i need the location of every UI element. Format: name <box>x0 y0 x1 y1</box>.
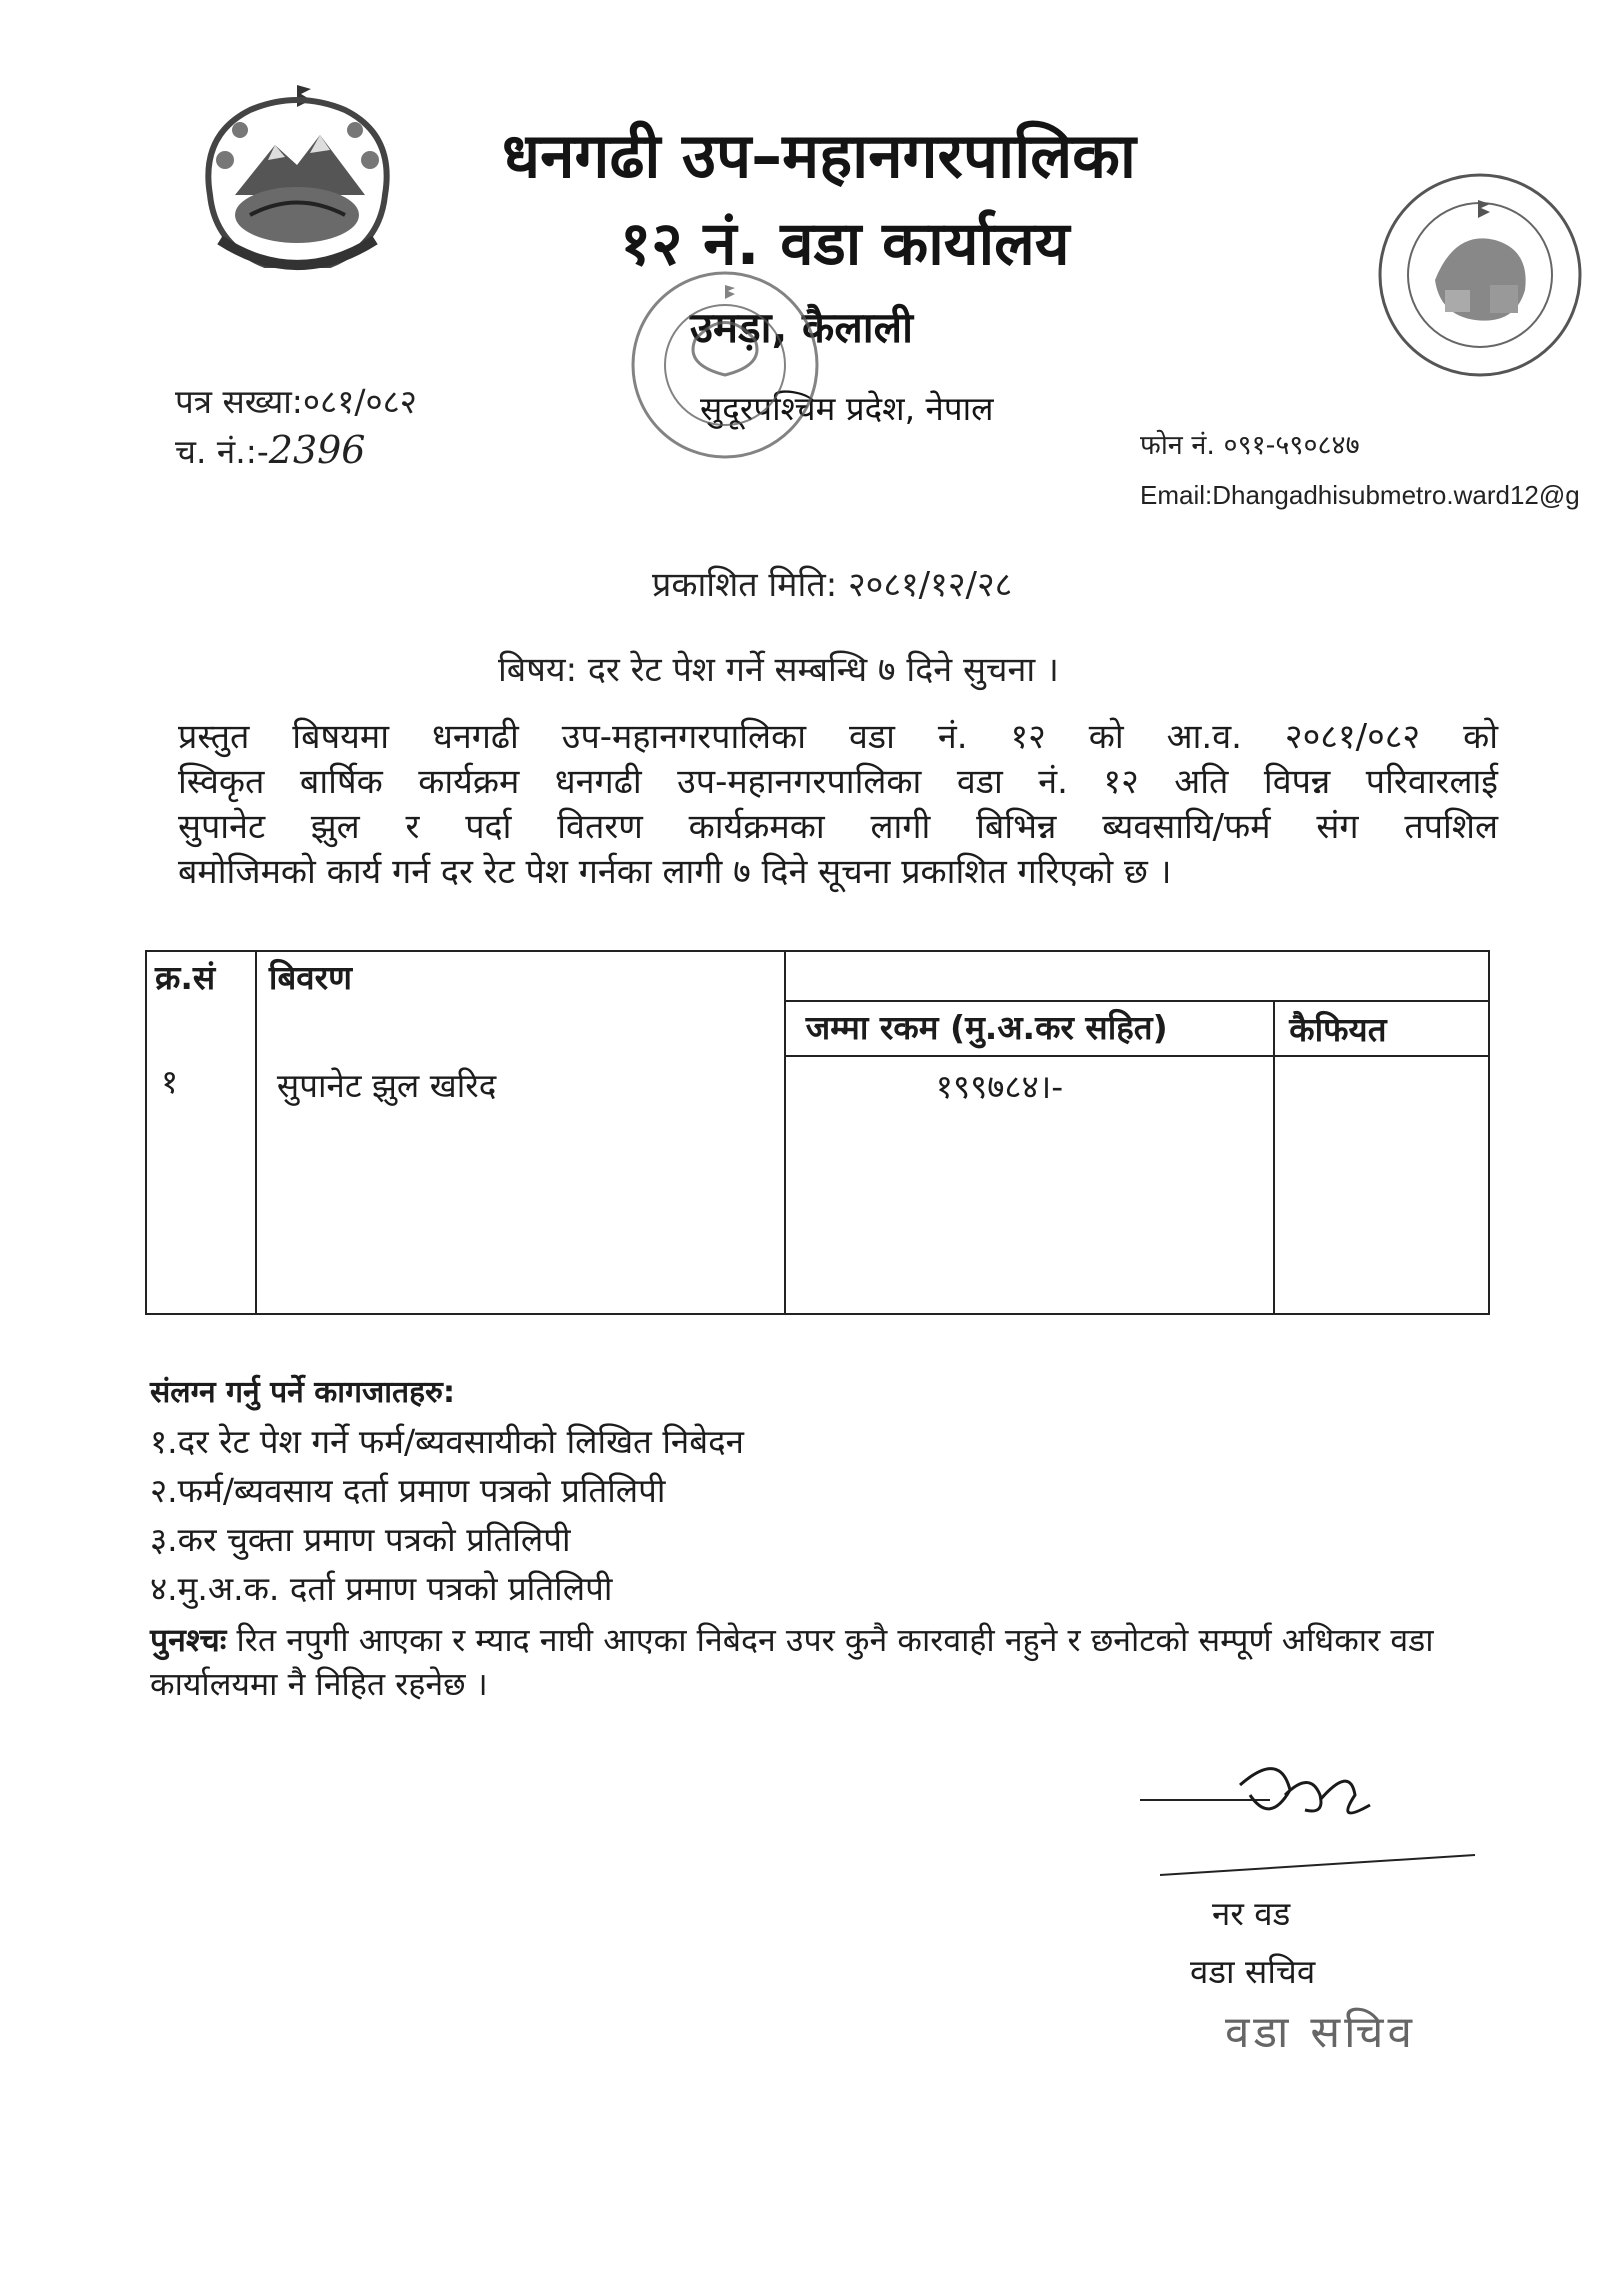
body-line: प्रस्तुत बिषयमा धनगढी उप-महानगरपालिका वडा नं. १२ को आ.व. २०८१/०८२ को <box>178 717 1498 757</box>
email-address: Email:Dhangadhisubmetro.ward12@g <box>1140 480 1580 510</box>
header-description: बिवरण <box>256 951 785 1001</box>
letter-number: पत्र सख्या:०८१/०८२ <box>175 382 417 421</box>
header-sn: क्र.सं <box>146 951 256 1001</box>
postscript-label: पुनश्चः <box>150 1621 227 1659</box>
table-row <box>146 1056 1489 1314</box>
notice-body <box>178 715 1498 895</box>
header-remarks: कैफियत <box>1274 1001 1489 1056</box>
body-line: सुपानेट झुल र पर्दा वितरण कार्यक्रमका लागी बिभिन्न ब्यवसायि/फर्म संग तपशिल <box>178 807 1498 847</box>
ward-office-stamp-icon <box>625 265 825 465</box>
list-item: १.दर रेट पेश गर्ने फर्म/ब्यवसायीको लिखित निबेदन <box>150 1422 744 1461</box>
body-line: स्विकृत बार्षिक कार्यक्रम धनगढी उप-महानगरपालिका वडा नं. १२ अति विपन्न परिवारलाई <box>178 762 1498 802</box>
designation-stamp: वडा सचिव <box>1225 2007 1416 2058</box>
row-amount: १९९७८४।- <box>785 1056 1274 1314</box>
body-line: बमोजिमको कार्य गर्न दर रेट पेश गर्नका लागी ७ दिने सूचना प्रकाशित गरिएको छ । <box>178 852 1172 892</box>
dispatch-number-row <box>175 428 365 473</box>
signatory-designation: वडा सचिव <box>1190 1952 1316 1991</box>
description-cell-top <box>256 1001 785 1056</box>
signatory-name: नर वड <box>1212 1894 1291 1933</box>
row-remarks <box>1274 1056 1489 1314</box>
amount-header-top <box>785 951 1274 1001</box>
province-name: सुदूरपश्चिम प्रदेश, नेपाल <box>700 389 994 428</box>
header-amount: जम्मा रकम (मु.अ.कर सहित) <box>785 1001 1274 1056</box>
details-table <box>145 950 1490 1315</box>
row-description: सुपानेट झुल खरिद <box>256 1056 785 1314</box>
list-item: २.फर्म/ब्यवसाय दर्ता प्रमाण पत्रको प्रतिलिपी <box>150 1471 666 1510</box>
signature-icon <box>1120 1755 1480 1895</box>
municipality-seal-icon <box>1375 170 1585 380</box>
list-item: ४.मु.अ.क. दर्ता प्रमाण पत्रको प्रतिलिपी <box>150 1569 613 1608</box>
row-sn: १ <box>146 1056 256 1314</box>
attachments-title: संलग्न गर्नु पर्ने कागजातहरु: <box>150 1375 455 1410</box>
phone-number: फोन नं. ०९१-५९०८४७ <box>1140 430 1360 461</box>
municipality-name: धनगढी उप–महानगरपालिका <box>502 119 1136 192</box>
published-date: प्रकाशित मिति: २०८१/१२/२८ <box>652 565 1013 605</box>
nepal-emblem-icon <box>180 75 415 290</box>
sn-cell <box>146 1001 256 1056</box>
postscript-text: रित नपुगी आएका र म्याद नाघी आएका निबेदन उपर कुनै कारवाही नहुने र छनोटको सम्पूर्ण अधिकार वडा कार्यालयमा नै निहित रहनेछ । <box>150 1621 1434 1703</box>
attachments-list <box>150 1368 744 1613</box>
dispatch-label: च. नं.:- <box>175 432 269 471</box>
notice-subject: बिषय: दर रेट पेश गर्ने सम्बन्धि ७ दिने सुचना । <box>498 650 1059 690</box>
remarks-header-top <box>1274 951 1489 1001</box>
postscript <box>150 1618 1480 1706</box>
office-location: उमड़ा, कैलाली <box>690 303 914 352</box>
dispatch-number: 2396 <box>268 428 366 472</box>
list-item: ३.कर चुक्ता प्रमाण पत्रको प्रतिलिपी <box>150 1520 571 1559</box>
ward-office-title: १२ नं. वडा कार्यालय <box>620 209 1070 279</box>
